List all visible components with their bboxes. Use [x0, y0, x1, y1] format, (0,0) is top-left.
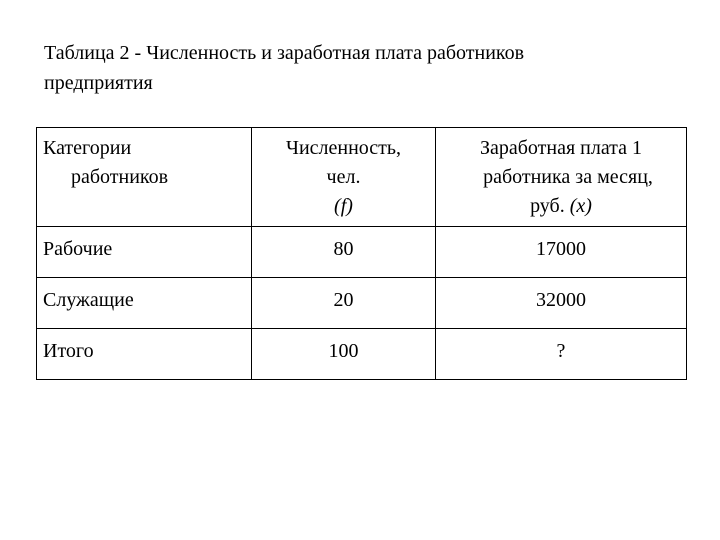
header-count-line-2: чел.	[326, 166, 361, 188]
table-header-row	[37, 128, 687, 227]
header-salary-line-2: работника за месяц,	[483, 166, 653, 188]
cell-count: 80	[252, 227, 436, 278]
header-count-line-1: Численность,	[285, 137, 402, 159]
header-category	[37, 128, 252, 227]
table-row	[37, 278, 687, 329]
caption-line-1: Таблица 2 - Численность и заработная плата работников	[44, 42, 525, 64]
header-count	[252, 128, 436, 227]
header-salary-line-3: руб.	[530, 195, 570, 217]
cell-salary: 17000	[436, 227, 687, 278]
cell-salary: 32000	[436, 278, 687, 329]
table-caption	[44, 38, 684, 98]
caption-line-2: предприятия	[44, 72, 153, 94]
cell-category: Итого	[37, 329, 252, 380]
cell-count: 20	[252, 278, 436, 329]
cell-salary: ?	[436, 329, 687, 380]
workers-table	[36, 127, 687, 380]
table-row	[37, 329, 687, 380]
header-count-line-3: (f)	[334, 195, 353, 217]
cell-count: 100	[252, 329, 436, 380]
header-category-line-1: Категории	[43, 137, 132, 159]
table-row	[37, 227, 687, 278]
header-salary-line-1: Заработная плата 1	[479, 137, 643, 159]
cell-category: Служащие	[37, 278, 252, 329]
header-category-line-2: работников	[71, 166, 169, 188]
cell-category: Рабочие	[37, 227, 252, 278]
header-salary-symbol: (x)	[569, 195, 592, 217]
header-salary	[436, 128, 687, 227]
